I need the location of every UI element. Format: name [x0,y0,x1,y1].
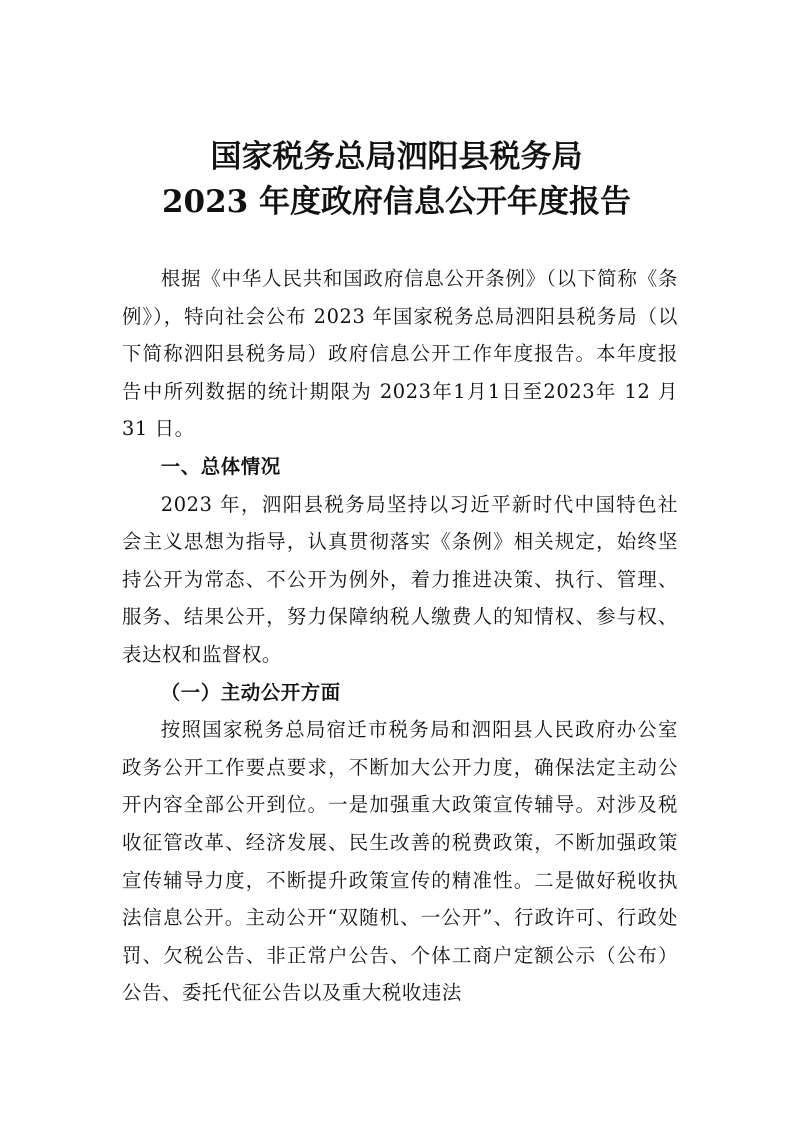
document-title-line1: 国家税务总局泗阳县税务局 [210,139,583,175]
document-body [122,260,678,1012]
document-title-line2: 2023 年度政府信息公开年度报告 [161,184,632,220]
intro-paragraph: 根据《中华人民共和国政府信息公开条例》（以下简称《条例》），特向社会公布 2023 年国家税务总局泗阳县税务局（以下简称泗阳县税务局）政府信息公开工作年度报告。本年度报告中所列数据的统计期限为 2023年1月1日至2023年 12 月 31 日。 [122,267,678,441]
proactive-disclosure-paragraph: 按照国家税务总局宿迁市税务局和泗阳县人民政府办公室政务公开工作要点要求，不断加大公开力度，确保法定主动公开内容全部公开到位。一是加强重大政策宣传辅导。对涉及税收征管改革、经济发展、民生改善的税费政策，不断加强政策宣传辅导力度，不断提升政策宣传的精准性。二是做好税收执法信息公开。主动公开“双随机、一公开”、行政许可、行政处罚、欠税公告、非正常户公告、个体工商户定额公示（公布）公告、委托代征公告以及重大税收违法 [122,718,678,1005]
overview-paragraph: 2023 年，泗阳县税务局坚持以习近平新时代中国特色社会主义思想为指导，认真贯彻落实《条例》相关规定，始终坚持公开为常态、不公开为例外，着力推进决策、执行、管理、服务、结果公开，努力保障纳税人缴费人的知情权、参与权、表达权和监督权。 [122,492,678,666]
section-heading-overview: 一、总体情况 [160,454,281,478]
subsection-heading-proactive-disclosure: （一）主动公开方面 [160,680,341,704]
